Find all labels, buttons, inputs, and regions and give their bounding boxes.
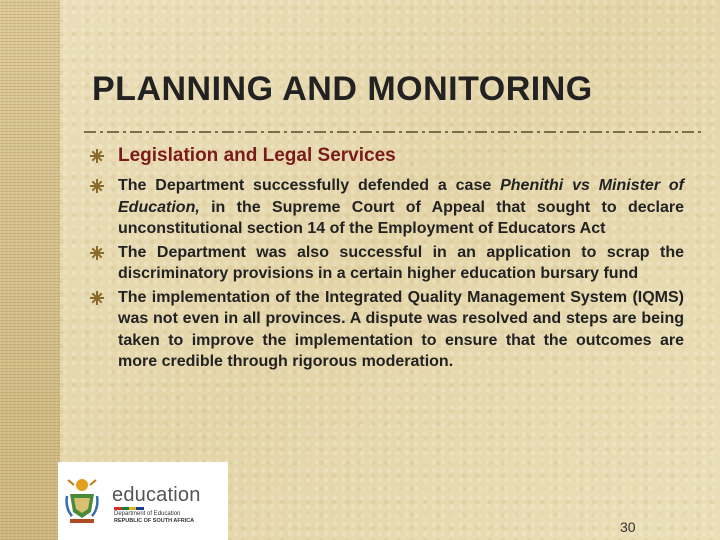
department-logo (58, 462, 228, 540)
bullet-text: The implementation of the Integrated Quality Management System (IQMS) was not even in all provinces. A dispute was resolved and steps are being taken to improve the implementation to ensure that the outcomes are more credible through rigorous moderation. (118, 288, 684, 370)
logo-department-line: Department of Education (114, 511, 181, 517)
asterisk-bullet-icon (90, 246, 104, 260)
asterisk-bullet-icon (90, 291, 104, 305)
bullet-text-pre: The Department successfully defended a case (118, 177, 501, 194)
bullet-item (88, 175, 684, 240)
asterisk-bullet-icon (90, 149, 104, 163)
left-texture-strip (0, 0, 60, 540)
section-heading-text: Legislation and Legal Services (118, 145, 396, 166)
asterisk-bullet-icon (90, 179, 104, 193)
logo-wordmark: education (112, 484, 201, 506)
logo-country-line: REPUBLIC OF SOUTH AFRICA (114, 518, 195, 524)
bullet-text-post: in the Supreme Court of Appeal that sought to declare unconstitutional section 14 of the Employment of Educators Act (118, 198, 684, 237)
case-name: Phenithi vs Minister of Education, (118, 177, 685, 216)
bullet-item (88, 242, 684, 285)
page-number: 30 (620, 519, 636, 535)
title-divider (84, 130, 704, 134)
slide-title: PLANNING AND MONITORING (92, 70, 593, 108)
section-heading (88, 143, 684, 169)
bullet-item (88, 287, 684, 373)
coat-of-arms-icon (64, 476, 100, 526)
bullet-text: The Department was also successful in an application to scrap the discriminatory provisions in a certain higher education bursary fund (118, 243, 684, 282)
slide-content (88, 143, 684, 375)
flag-stripe-icon (114, 507, 144, 510)
